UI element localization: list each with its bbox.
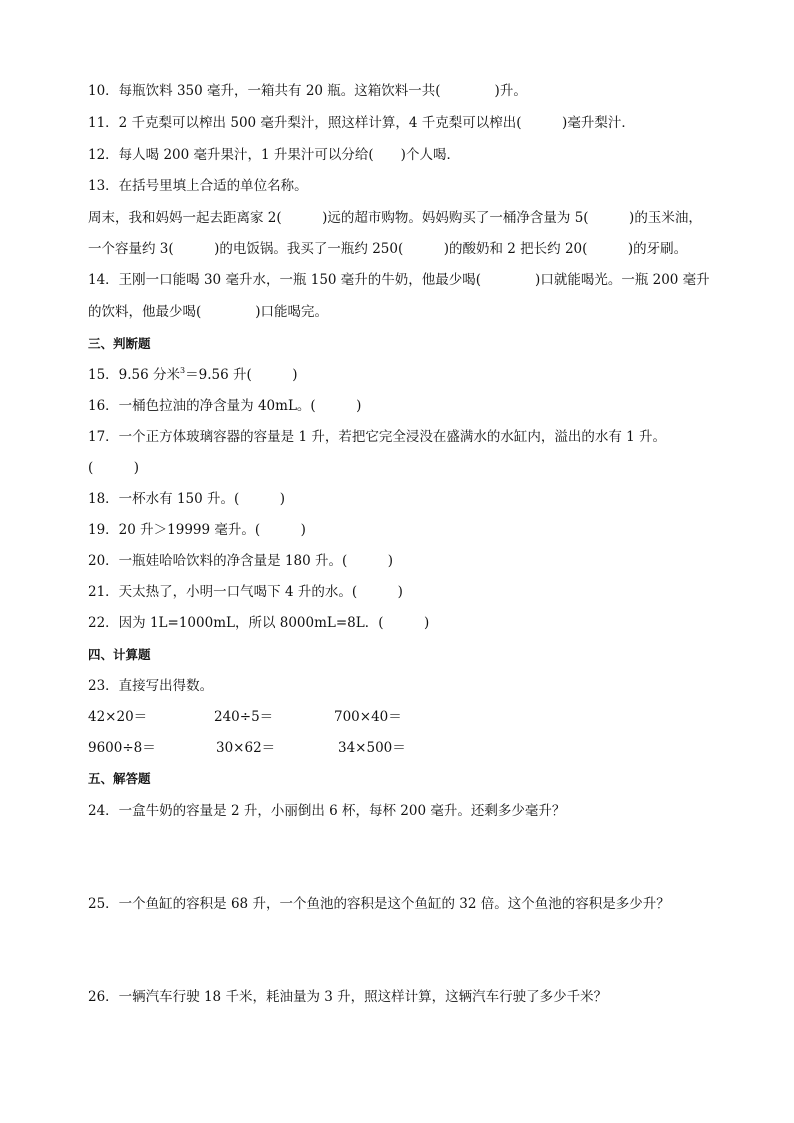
section-heading-word-problems: 五、解答题 [88,771,151,786]
question-25: 25．一个鱼缸的容积是 68 升，一个鱼池的容积是这个鱼缸的 32 倍。这个鱼池的容积是多少升？ [88,896,670,912]
calc-item: 9600÷8＝ [88,740,156,756]
question-12: 12．每人喝 200 毫升果汁，1 升果汁可以分给( )个人喝． [88,147,460,163]
question-14-line-2: 的饮料，他最少喝( )口能喝完。 [88,304,329,320]
question-13-passage-line-1: 周末，我和妈妈一起去距离家 2( )远的超市购物。妈妈购买了一桶净含量为 5( )的玉米油， [88,210,702,226]
question-17-answer-brackets: ( ) [88,460,140,476]
question-20: 20．一瓶娃哈哈饮料的净含量是 180 升。( ) [88,553,394,569]
question-16: 16．一桶色拉油的净含量为 40mL。( ) [88,398,362,414]
question-19: 19．20 升＞19999 毫升。( ) [88,522,306,538]
question-13: 13．在括号里填上合适的单位名称。 [88,178,308,194]
question-15-exponent: 3 [180,366,186,375]
calc-item: 34×500＝ [338,740,406,756]
question-18: 18．一杯水有 150 升。( ) [88,491,286,507]
question-22: 22．因为 1L=1000mL，所以 8000mL=8L．( ) [88,615,430,631]
question-13-passage-line-2: 一个容量约 3( )的电饭锅。我买了一瓶约 250( )的酸奶和 2 把长约 20( )的牙刷。 [88,241,688,257]
calc-item: 240÷5＝ [214,709,274,725]
question-23: 23．直接写出得数。 [88,678,214,694]
question-11: 11．2 千克梨可以榨出 500 毫升梨汁，照这样计算，4 千克梨可以榨出( )毫升梨汁． [88,115,635,131]
section-heading-judgement: 三、判断题 [88,336,151,351]
question-26: 26．一辆汽车行驶 18 千米，耗油量为 3 升，照这样计算，这辆汽车行驶了多少千米？ [88,989,608,1005]
question-14-line-1: 14．王刚一口能喝 30 毫升水，一瓶 150 毫升的牛奶，他最少喝( )口就能喝光。一瓶 200 毫升 [88,272,710,288]
calc-item: 30×62＝ [216,740,276,756]
question-15-text-rest: ＝9.56 升( ) [185,367,298,383]
question-24: 24．一盒牛奶的容量是 2 升，小丽倒出 6 杯，每杯 200 毫升。还剩多少毫升？ [88,803,566,819]
question-15 [88,366,298,384]
question-10: 10．每瓶饮料 350 毫升，一箱共有 20 瓶。这箱饮料一共( )升。 [88,83,527,99]
calc-item: 700×40＝ [334,709,402,725]
question-21: 21．天太热了，小明一口气喝下 4 升的水。( ) [88,584,403,600]
question-17-line-1: 17．一个正方体玻璃容器的容量是 1 升，若把它完全浸没在盛满水的水缸内，溢出的水有 1 升。 [88,429,667,445]
section-heading-calculation: 四、计算题 [88,647,151,662]
question-15-text: 15．9.56 分米 [88,367,181,383]
calc-item: 42×20＝ [88,709,148,725]
